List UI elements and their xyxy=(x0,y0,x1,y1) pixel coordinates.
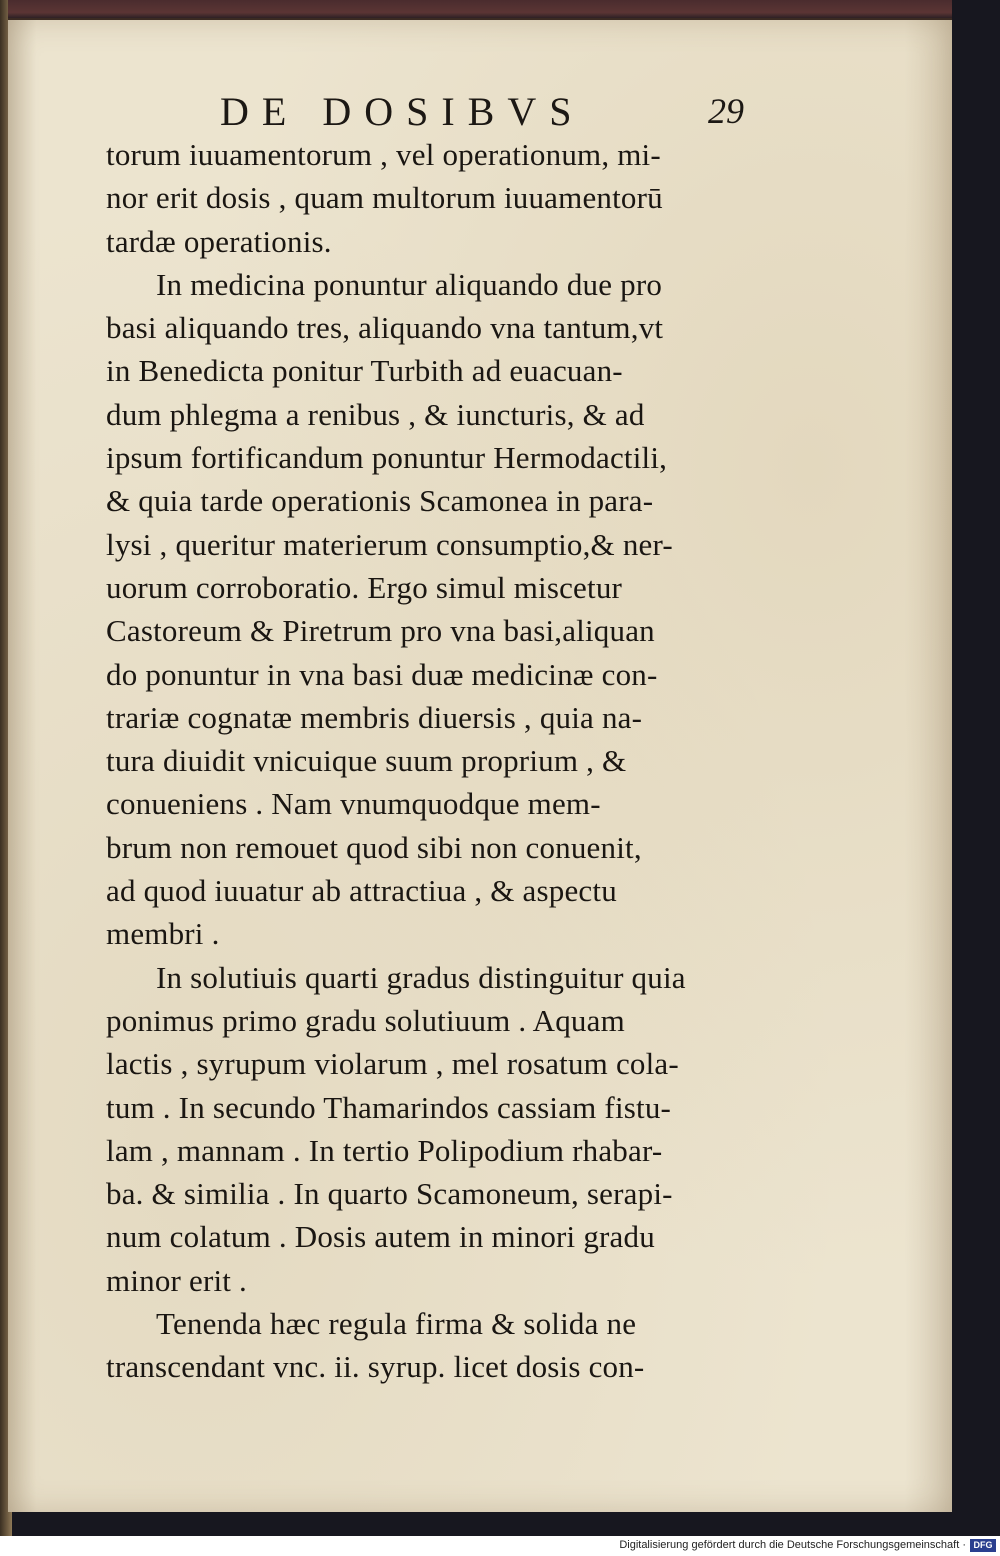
page-top-edge xyxy=(8,0,952,18)
text-line: ad quod iuuatur ab attractiua , & aspectu xyxy=(106,873,617,909)
paragraph-start-line: Tenenda hæc regula firma & solida ne xyxy=(156,1306,637,1342)
text-line: basi aliquando tres, aliquando vna tantum,vt xyxy=(106,310,664,346)
text-line: num colatum . Dosis autem in minori gradu xyxy=(106,1219,655,1255)
text-line: brum non remouet quod sibi non conuenit, xyxy=(106,829,642,865)
book-page xyxy=(8,18,952,1512)
text-line: lysi , queritur materierum consumptio,& ner- xyxy=(106,526,673,562)
text-line: lam , mannam . In tertio Polipodium rhabar- xyxy=(106,1132,663,1168)
funding-credit: Digitalisierung gefördert durch die Deutsche Forschungsgemeinschaft · xyxy=(619,1539,966,1551)
page-number: 29 xyxy=(708,91,744,131)
footer-band xyxy=(0,1536,1000,1556)
text-line: dum phlegma a renibus , & iuncturis, & ad xyxy=(106,396,645,432)
text-line: uorum corroboratio. Ergo simul miscetur xyxy=(106,569,623,605)
text-line: nor erit dosis , quam multorum iuuamentorū xyxy=(106,180,663,216)
text-line: conueniens . Nam vnumquodque mem- xyxy=(106,786,601,822)
text-line: ipsum fortificandum ponuntur Hermodactili, xyxy=(106,440,668,476)
text-line: torum iuuamentorum , vel operationum, mi- xyxy=(106,137,661,172)
text-line: & quia tarde operationis Scamonea in para- xyxy=(106,483,654,519)
text-line: ba. & similia . In quarto Scamoneum, serapi- xyxy=(106,1176,673,1212)
text-line: do ponuntur in vna basi duæ medicinæ con- xyxy=(106,656,658,692)
text-line: trariæ cognatæ membris diuersis , quia na- xyxy=(106,699,643,735)
text-line: tum . In secundo Thamarindos cassiam fistu- xyxy=(106,1089,672,1125)
text-line: minor erit . xyxy=(106,1262,248,1298)
text-line: Castoreum & Piretrum pro vna basi,aliquan xyxy=(106,613,655,649)
running-head: DE DOSIBVS xyxy=(220,89,585,134)
text-line: lactis , syrupum violarum , mel rosatum cola- xyxy=(106,1046,679,1082)
text-line: tura diuidit vnicuique suum proprium , & xyxy=(106,743,627,779)
text-line: membri . xyxy=(106,916,220,952)
page-header xyxy=(8,80,952,140)
paragraph-start-line: In medicina ponuntur aliquando due pro xyxy=(156,266,663,302)
dfg-logo: DFG xyxy=(970,1539,996,1552)
text-line: transcendant vnc. ii. syrup. licet dosis con- xyxy=(106,1349,645,1385)
text-line: tardæ operationis. xyxy=(106,223,332,259)
text-line: ponimus primo gradu solutiuum . Aquam xyxy=(106,1002,625,1038)
body-text xyxy=(106,133,766,1389)
paragraph-start-line: In solutiuis quarti gradus distinguitur quia xyxy=(156,959,686,995)
text-line: in Benedicta ponitur Turbith ad euacuan- xyxy=(106,353,623,389)
